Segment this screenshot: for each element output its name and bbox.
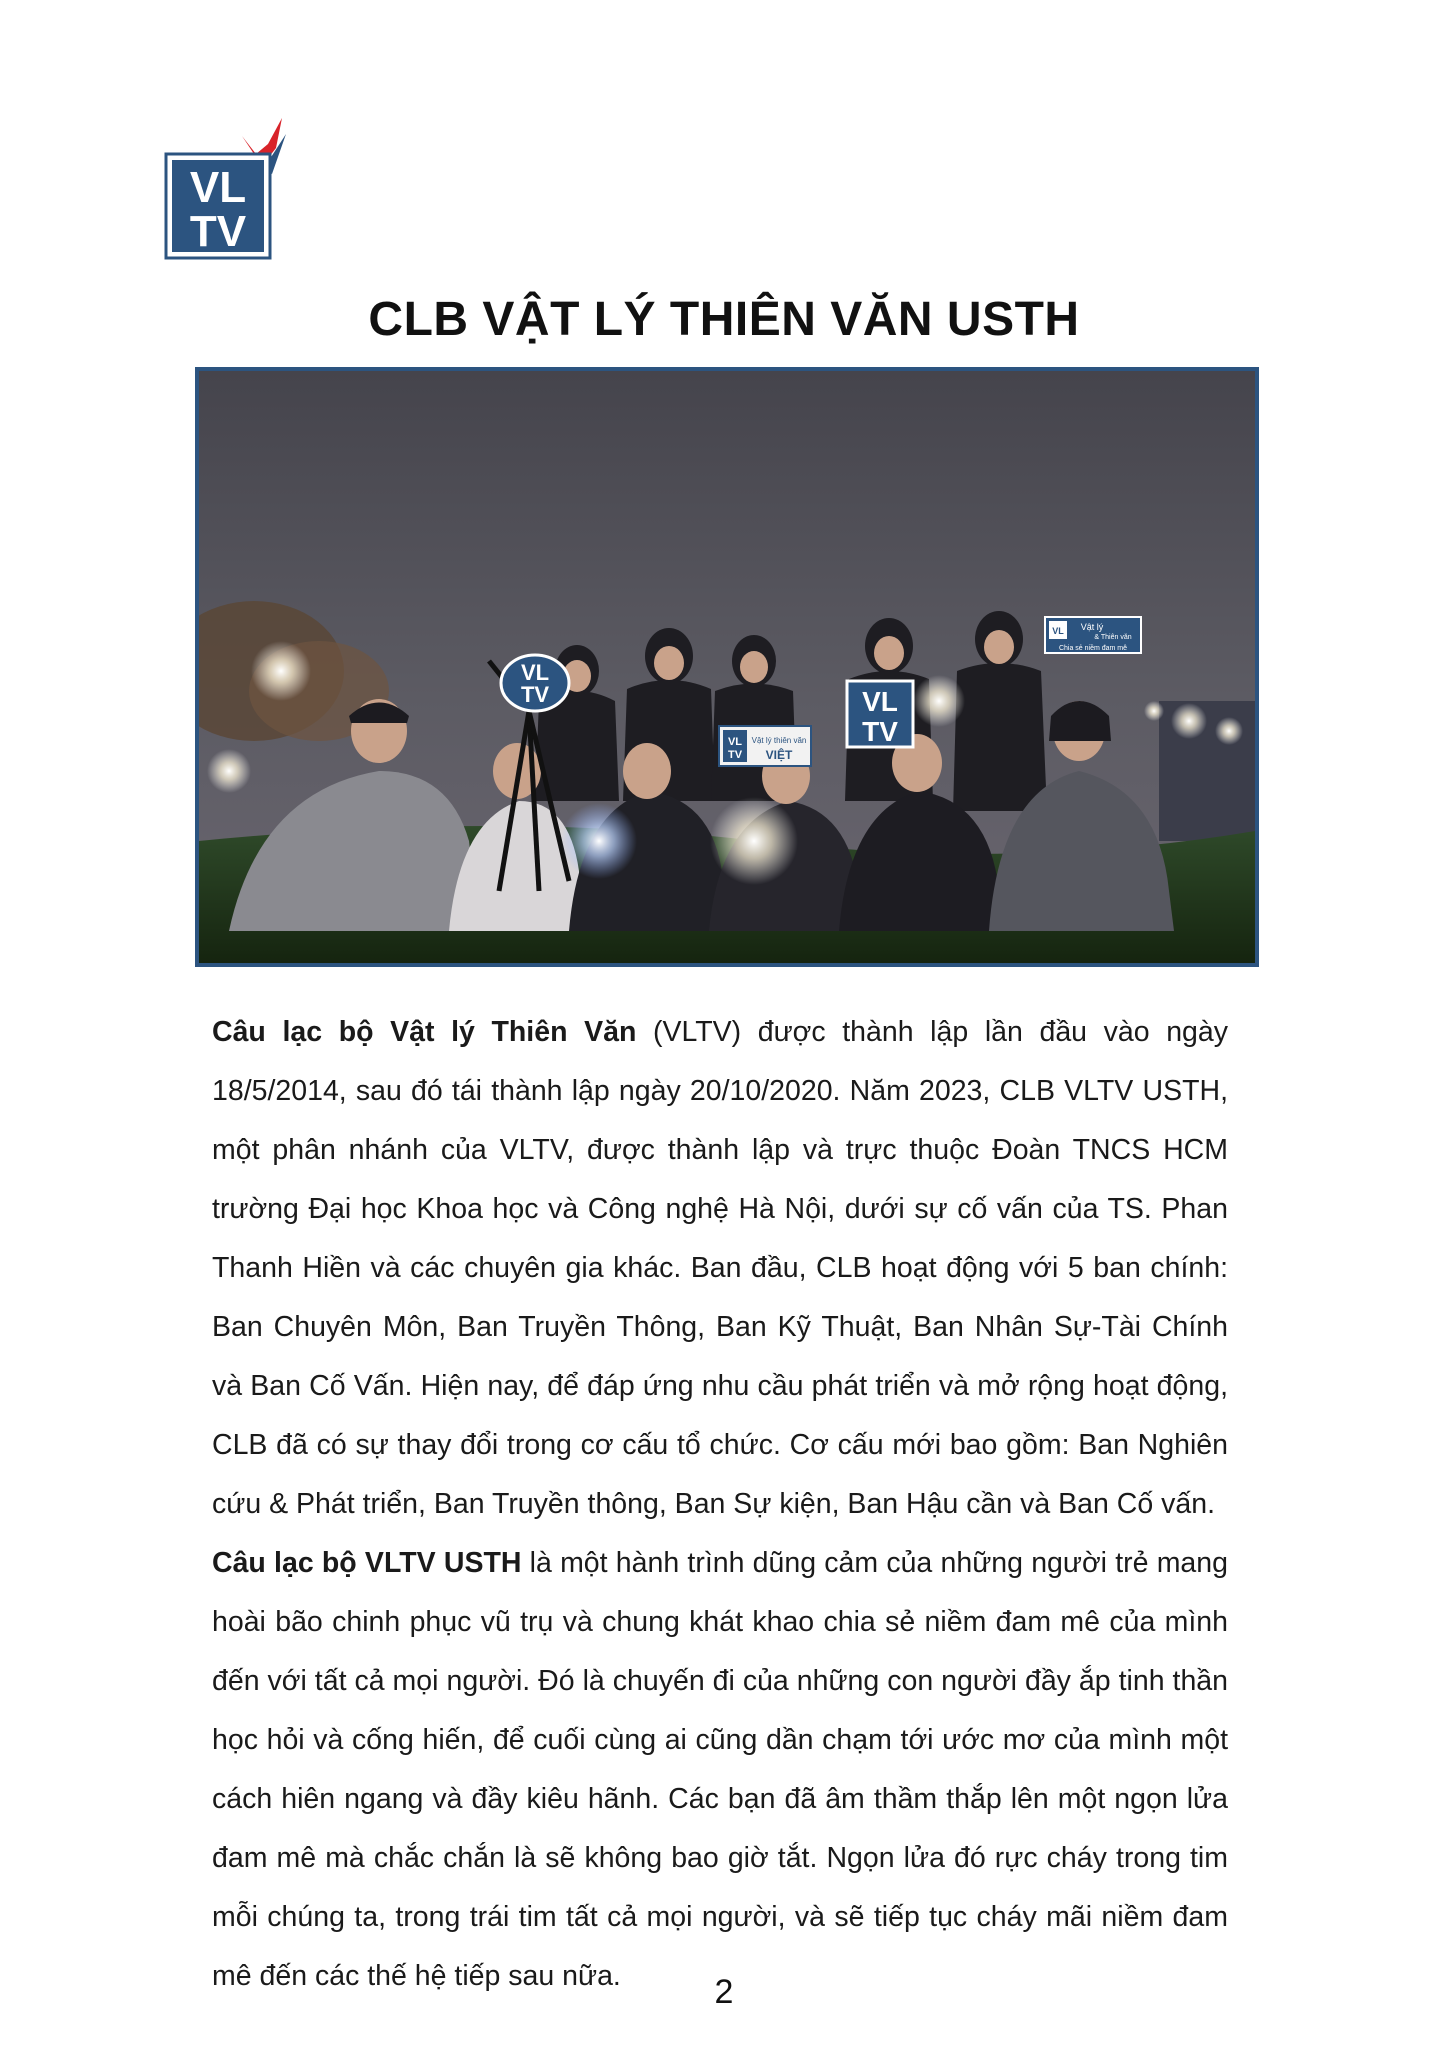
- svg-text:TV: TV: [520, 682, 550, 707]
- svg-text:& Thiên văn: & Thiên văn: [1094, 634, 1132, 641]
- svg-text:VL: VL: [862, 686, 898, 717]
- photo-sign-small: [719, 726, 811, 766]
- page-title: CLB VẬT LÝ THIÊN VĂN USTH: [368, 293, 1080, 346]
- paragraph-mission-bold: Câu lạc bộ VLTV USTH: [212, 1547, 522, 1579]
- photo-sign-right: [1045, 617, 1141, 653]
- paragraph-mission: [212, 1534, 1228, 2006]
- group-photo: [195, 367, 1259, 967]
- svg-text:VL: VL: [520, 660, 550, 685]
- svg-text:TV: TV: [727, 749, 743, 761]
- paragraph-mission-text: là một hành trình dũng cảm của những người trẻ mang hoài bão chinh phục vũ trụ và chung khát khao chia sẻ niềm đam mê của mình đến với tất cả mọi người. Đó là chuyến đi của những con người đầy ắp tinh thần học hỏi và cống hiến, để cuối cùng ai cũng dần chạm tới ước mơ của mình một cách hiên ngang và đầy kiêu hãnh. Các bạn đã âm thầm thắp lên một ngọn lửa đam mê mà chắc chắn là sẽ không bao giờ tắt. Ngọn lửa đó rực cháy trong tim mỗi chúng ta, trong trái tim tất cả mọi người, và sẽ tiếp tục cháy mãi niềm đam mê đến các thế hệ tiếp sau nữa.: [212, 1547, 1228, 1992]
- paragraph-intro-text: (VLTV) được thành lập lần đầu vào ngày 18/5/2014, sau đó tái thành lập ngày 20/10/2020. Năm 2023, CLB VLTV USTH, một phân nhánh của VLTV, được thành lập và trực thuộc Đoàn TNCS HCM trường Đại học Khoa học và Công nghệ Hà Nội, dưới sự cố vấn của TS. Phan Thanh Hiền và các chuyên gia khác. Ban đầu, CLB hoạt động với 5 ban chính: Ban Chuyên Môn, Ban Truyền Thông, Ban Kỹ Thuật, Ban Nhân Sự-Tài Chính và Ban Cố Vấn. Hiện nay, để đáp ứng nhu cầu phát triển và mở rộng hoạt động, CLB đã có sự thay đổi trong cơ cấu tổ chức. Cơ cấu mới bao gồm: Ban Nghiên cứu & Phát triển, Ban Truyền thông, Ban Sự kiện, Ban Hậu cần và Ban Cố vấn.: [212, 1016, 1229, 1520]
- page-number: 2: [714, 1973, 734, 2011]
- logo-line2: TV: [189, 207, 247, 256]
- photo-sign-main: [501, 655, 569, 711]
- paragraph-intro: [212, 1003, 1228, 1534]
- svg-text:VL: VL: [1052, 626, 1064, 636]
- vltv-logo: [164, 118, 314, 263]
- paragraph-intro-bold: Câu lạc bộ Vật lý Thiên Văn: [212, 1016, 637, 1048]
- svg-text:VL: VL: [727, 736, 743, 748]
- svg-text:VIỆT: VIỆT: [765, 748, 793, 762]
- svg-text:Chia sẻ niềm đam mê: Chia sẻ niềm đam mê: [1058, 645, 1128, 652]
- svg-text:Vật lý: Vật lý: [1080, 622, 1104, 632]
- logo-line1: VL: [189, 163, 247, 212]
- svg-text:Vật lý thiên văn: Vật lý thiên văn: [751, 736, 807, 745]
- svg-text:TV: TV: [862, 716, 898, 747]
